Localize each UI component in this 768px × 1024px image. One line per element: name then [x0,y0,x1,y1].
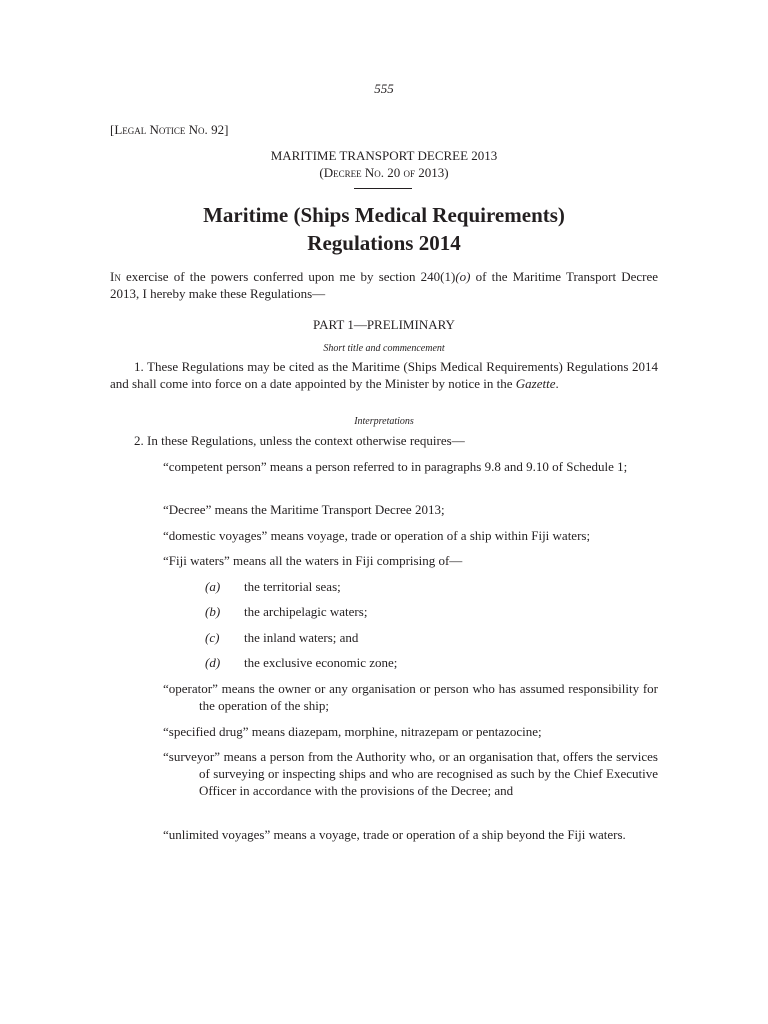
fiji-waters-item-d-letter: (d) [205,655,221,670]
preamble-first-word: In [110,269,121,284]
clause-1 [110,358,658,392]
decree-title: MARITIME TRANSPORT DECREE 2013 [270,148,498,163]
decree-number-close: ) [444,165,449,180]
title-divider [354,188,412,189]
legal-notice-number: 92 [211,122,225,137]
preamble-text-b: of the Maritime Transport Decree 2013, I hereby make these Regulations— [110,269,658,301]
definition-competent-person: “competent person” means a person referred to in paragraphs 9.8 and 9.10 of Schedule 1; [163,459,628,474]
fiji-waters-item-c-text: the inland waters; and [244,630,359,645]
legal-notice-close-bracket: ] [224,122,229,137]
definition-surveyor: “surveyor” means a person from the Authority who, or an organisation that, offers the services of surveying or inspecting ships and who are recognised as such by the Chief Executive Officer in accordance with the provisions of the Decree; and [163,749,658,798]
clause-1-gazette: Gazette [515,376,556,391]
decree-number [0,164,768,181]
legal-notice-open-bracket: [ [110,122,115,137]
legal-notice-label: Legal Notice No. [114,122,208,137]
fiji-waters-item-d-text: the exclusive economic zone; [244,655,398,670]
definition-fiji-waters: “Fiji waters” means all the waters in Fiji comprising of— [163,553,463,568]
fiji-waters-item-c-letter: (c) [205,630,220,645]
definition-unlimited-voyages: “unlimited voyages” means a voyage, trade or operation of a ship beyond the Fiji waters. [163,827,626,842]
preamble-text-a: exercise of the powers conferred upon me by section 240(1) [120,269,456,284]
page-number: 555 [374,81,394,96]
caption-short-title: Short title and commencement [323,343,445,354]
fiji-waters-item-b-text: the archipelagic waters; [244,604,368,619]
decree-number-label: Decree No. [323,165,384,180]
fiji-waters-item-a-text: the territorial seas; [244,579,341,594]
definition-specified-drug: “specified drug” means diazepam, morphine, nitrazepam or pentazocine; [163,724,542,739]
preamble-italic-letter: (o) [455,269,471,284]
clause-2: 2. In these Regulations, unless the context otherwise requires— [134,433,465,448]
definition-operator: “operator” means the owner or any organisation or person who has assumed responsibility for the operation of the ship; [163,681,658,713]
decree-number-of: of [403,165,416,180]
definition-decree: “Decree” means the Maritime Transport Decree 2013; [163,502,445,517]
clause-1-end: . [555,376,559,391]
part-heading: PART 1—PRELIMINARY [313,317,455,332]
decree-number-open: ( [319,165,324,180]
fiji-waters-item-a-letter: (a) [205,579,221,594]
preamble [110,268,658,302]
definition-domestic-voyages: “domestic voyages” means voyage, trade or operation of a ship within Fiji waters; [163,528,591,543]
regulations-title-line-1: Maritime (Ships Medical Requirements) [203,203,565,227]
clause-1-text: 1. These Regulations may be cited as the Maritime (Ships Medical Requirements) Regulations 2014 and shall come into force on a date appointed by the Minister by notice in the [110,359,658,391]
decree-number-year: 2013 [418,165,445,180]
regulations-title-line-2: Regulations 2014 [307,231,461,255]
decree-number-value: 20 [387,165,401,180]
legal-notice [110,121,228,138]
caption-interpretations: Interpretations [354,416,414,427]
fiji-waters-item-b-letter: (b) [205,604,221,619]
